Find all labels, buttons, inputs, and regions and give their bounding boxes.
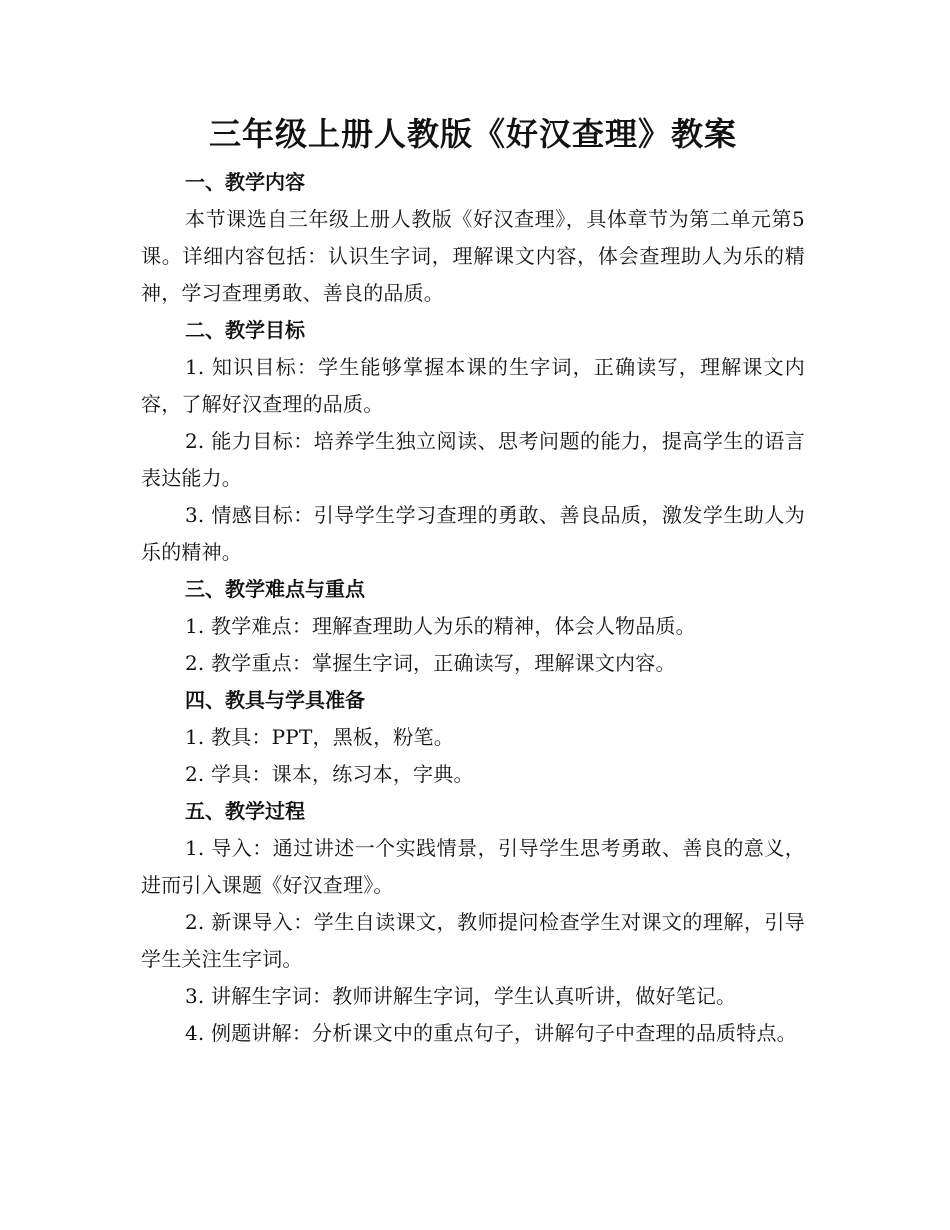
section-heading: 三、教学难点与重点 bbox=[185, 577, 365, 601]
section-teaching-process bbox=[141, 793, 805, 1052]
section-heading: 四、教具与学具准备 bbox=[185, 688, 365, 712]
section-materials bbox=[141, 682, 805, 793]
document-title: 三年级上册人教版《好汉查理》教案 bbox=[208, 115, 737, 153]
paragraph: 本节课选自三年级上册人教版《好汉查理》，具体章节为第二单元第5课。详细内容包括：认识生字词，理解课文内容，体会查理助人为乐的精神，学习查理勇敢、善良的品质。 bbox=[141, 207, 805, 305]
paragraph: 3. 讲解生字词：教师讲解生字词，学生认真听讲，做好笔记。 bbox=[185, 984, 737, 1008]
paragraph: 2. 新课导入：学生自读课文，教师提问检查学生对课文的理解，引导学生关注生字词。 bbox=[141, 910, 805, 971]
section-heading: 二、教学目标 bbox=[185, 318, 305, 342]
paragraph: 1. 教学难点：理解查理助人为乐的精神，体会人物品质。 bbox=[185, 614, 696, 638]
paragraph: 1. 教具：PPT，黑板，粉笔。 bbox=[185, 725, 454, 749]
paragraph: 2. 学具：课本，练习本，字典。 bbox=[185, 762, 474, 786]
section-difficulties-and-focus bbox=[141, 571, 805, 682]
paragraph: 4. 例题讲解：分析课文中的重点句子，讲解句子中查理的品质特点。 bbox=[185, 1021, 797, 1045]
section-teaching-content bbox=[141, 164, 805, 312]
document-page bbox=[141, 112, 805, 1052]
paragraph: 2. 能力目标：培养学生独立阅读、思考问题的能力，提高学生的语言表达能力。 bbox=[141, 429, 805, 490]
paragraph: 1. 知识目标：学生能够掌握本课的生字词，正确读写，理解课文内容，了解好汉查理的品质。 bbox=[141, 355, 805, 416]
paragraph: 3. 情感目标：引导学生学习查理的勇敢、善良品质，激发学生助人为乐的精神。 bbox=[141, 503, 805, 564]
paragraph: 1. 导入：通过讲述一个实践情景，引导学生思考勇敢、善良的意义，进而引入课题《好汉查理》。 bbox=[141, 836, 805, 897]
section-heading: 一、教学内容 bbox=[185, 170, 305, 194]
section-teaching-objectives bbox=[141, 312, 805, 571]
section-heading: 五、教学过程 bbox=[185, 799, 305, 823]
paragraph: 2. 教学重点：掌握生字词，正确读写，理解课文内容。 bbox=[185, 651, 676, 675]
